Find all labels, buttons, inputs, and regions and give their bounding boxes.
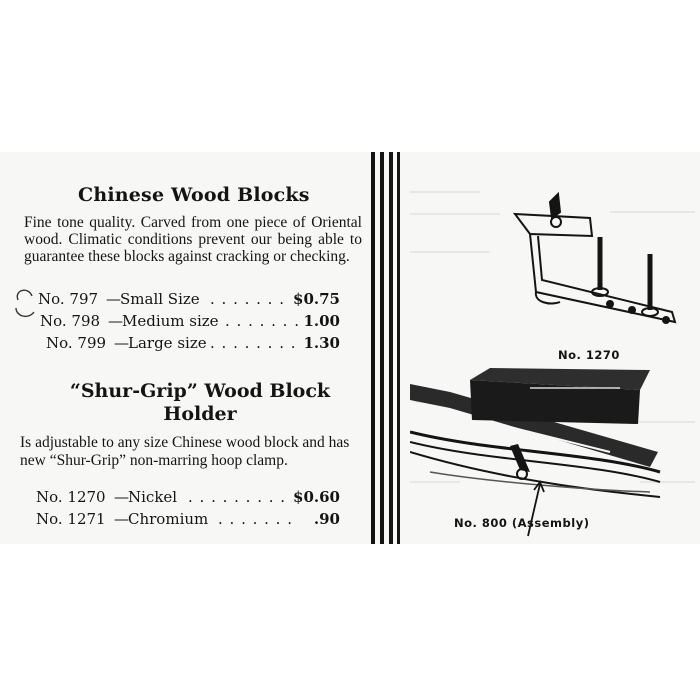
wood-blocks-heading: Chinese Wood Blocks	[78, 184, 310, 206]
wood-blocks-description: Fine tone quality. Carved from one piece of Oriental wood. Climatic conditions prevent our being able to guarantee these blocks against cracking or checking.	[24, 214, 362, 265]
caption-1270: No. 1270	[558, 348, 620, 362]
item-price: $0.60	[293, 488, 340, 506]
catalog-page	[0, 152, 700, 544]
item-number: No. 1271	[36, 510, 106, 528]
item-name: Medium size	[122, 312, 219, 330]
item-name: Small Size	[120, 290, 200, 308]
price-row-1270: No. 1270 — Nickel . . . . . . . . . $0.60	[36, 488, 340, 506]
holder-title-line1: “Shur-Grip” Wood Block	[69, 380, 331, 402]
holder-heading	[40, 380, 360, 426]
item-name: Chromium	[128, 510, 209, 528]
holder-description: Is adjustable to any size Chinese wood block and has new “Shur-Grip” non-marring hoop clamp.	[20, 434, 350, 469]
caption-800-assembly: No. 800 (Assembly)	[454, 516, 590, 530]
item-price: .90	[313, 510, 340, 528]
item-name: Large size	[128, 334, 207, 352]
column-divider	[368, 152, 402, 544]
price-row-798: No. 798 — Medium size . . . . . . . 1.00	[40, 312, 340, 330]
assembly-800-drawing	[410, 368, 660, 536]
price-row-797: No. 797 — Small Size . . . . . . . $0.75	[38, 290, 340, 308]
item-number: No. 797	[38, 290, 99, 308]
item-price: 1.30	[303, 334, 340, 352]
illustration-canvas	[410, 152, 700, 544]
item-number: No. 799	[46, 334, 107, 352]
price-row-799: No. 799 — Large size . . . . . . . . 1.30	[46, 334, 340, 352]
holder-1270-drawing	[515, 194, 675, 323]
item-name: Nickel	[128, 488, 178, 506]
item-price: 1.00	[303, 312, 340, 330]
item-number: No. 798	[40, 312, 101, 330]
wood-blocks-column	[20, 152, 365, 544]
holder-title-line2: Holder	[163, 403, 237, 425]
item-price: $0.75	[293, 290, 340, 308]
illustrations-column	[410, 152, 700, 544]
price-row-1271: No. 1271 — Chromium . . . . . . . .90	[36, 510, 340, 528]
item-number: No. 1270	[36, 488, 106, 506]
